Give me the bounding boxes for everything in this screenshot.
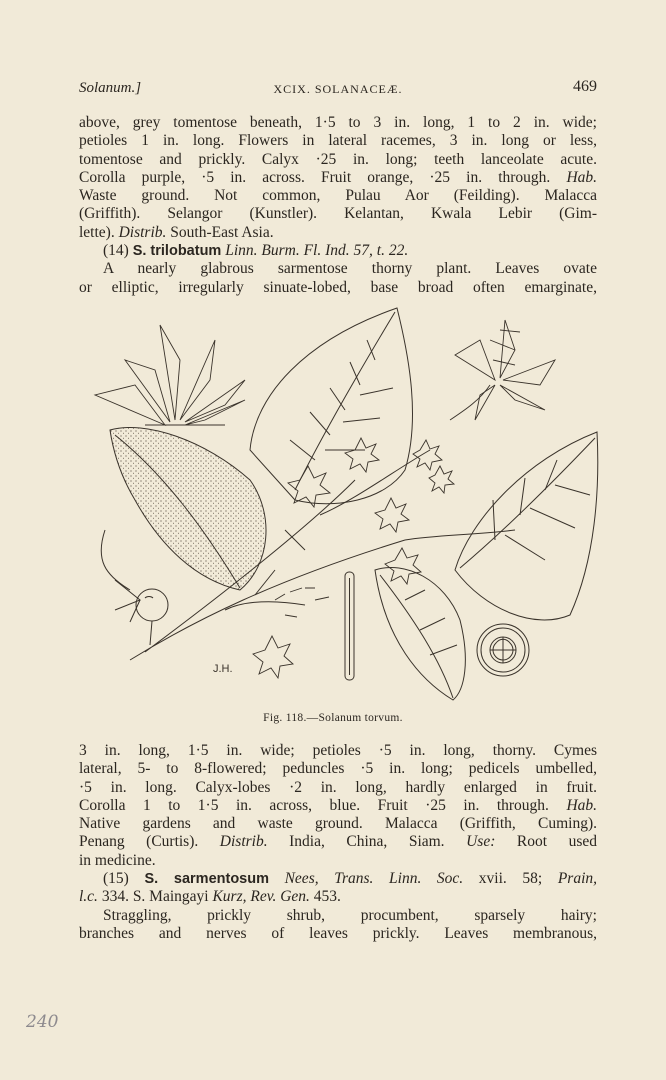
text-line: A nearly glabrous sarmentose thorny plant. Leaves ovate (103, 260, 597, 278)
figure-caption: Fig. 118.—Solanum torvum. (263, 712, 403, 724)
pencil-note: 240 (26, 1012, 59, 1032)
botanical-illustration (75, 300, 603, 705)
text-line: Straggling, prickly shrub, procumbent, sparsely hairy; (103, 906, 597, 924)
right-leaf (455, 432, 598, 620)
berry-fruit (101, 530, 168, 645)
illustrator-initials: J.H. (213, 663, 233, 675)
text-line: or elliptic, irregularly sinuate-lobed, base broad often emarginate, (79, 278, 597, 296)
large-leaf (250, 308, 413, 504)
seal-stamp (477, 624, 529, 676)
open-flower (95, 325, 245, 425)
text-line: ·5 in. long. Calyx-lobes ·2 in. long, hardly enlarged in fruit. (79, 778, 597, 796)
page-number: 469 (573, 78, 597, 95)
text-line: l.c. 334. S. Maingayi Kurz, Rev. Gen. 453. (79, 888, 341, 906)
top-paragraph (79, 114, 597, 297)
text-line: in medicine. (79, 851, 156, 869)
species-name: S. sarmentosum (144, 871, 269, 888)
hab-label: Hab. (566, 168, 597, 186)
species-name: S. trilobatum (132, 243, 222, 260)
species-15-heading: (15) S. sarmentosum Nees, Trans. Linn. Soc. xvii. 58; Prain, (103, 870, 597, 888)
text-line: 3 in. long, 1·5 in. wide; petioles ·5 in. long, thorny. Cymes (79, 742, 597, 759)
running-head-family: XCIX. SOLANACEÆ. (273, 82, 403, 96)
text-line: petioles 1 in. long. Flowers in lateral racemes, 3 in. long or less, (79, 132, 597, 150)
anther-detail (345, 572, 354, 680)
running-header (79, 80, 597, 102)
text-line: lateral, 5- to 8-flowered; peduncles ·5 in. long; pedicels umbelled, (79, 760, 597, 778)
stippled-leaf (110, 427, 266, 590)
text-line: lette). Distrib. South-East Asia. (79, 223, 274, 241)
bottom-paragraph (79, 742, 597, 943)
text-line: Native gardens and waste ground. Malacca (Griffith, Cuming). (79, 815, 597, 833)
text-line: Waste ground. Not common, Pulau Aor (Feilding). Malacca (79, 187, 597, 205)
lower-leaf (375, 567, 465, 700)
use-label: Use: (466, 833, 496, 851)
text-line: Corolla purple, ·5 in. across. Fruit orange, ·25 in. through. Hab. (79, 168, 597, 186)
text-line: Corolla 1 to 1·5 in. across, blue. Fruit ·25 in. through. Hab. (79, 796, 597, 814)
running-head-genus: Solanum.] (79, 80, 142, 96)
distrib-label: Distrib. (118, 223, 167, 241)
pendant-flower (450, 320, 555, 420)
text-line: Penang (Curtis). Distrib. India, China, Siam. Use: Root used (79, 833, 597, 851)
text-line: branches and nerves of leaves prickly. Leaves membranous, (79, 924, 597, 942)
species-14-heading: (14) S. trilobatum Linn. Burm. Fl. Ind. 57, t. 22. (103, 242, 409, 260)
text-line: tomentose and prickly. Calyx ·25 in. long; teeth lanceolate acute. (79, 150, 597, 168)
text-line: (Griffith). Selangor (Kunstler). Kelantan, Kwala Lebir (Gim- (79, 205, 597, 223)
text-line: above, grey tomentose beneath, 1·5 to 3 in. long, 1 to 2 in. wide; (79, 114, 597, 131)
